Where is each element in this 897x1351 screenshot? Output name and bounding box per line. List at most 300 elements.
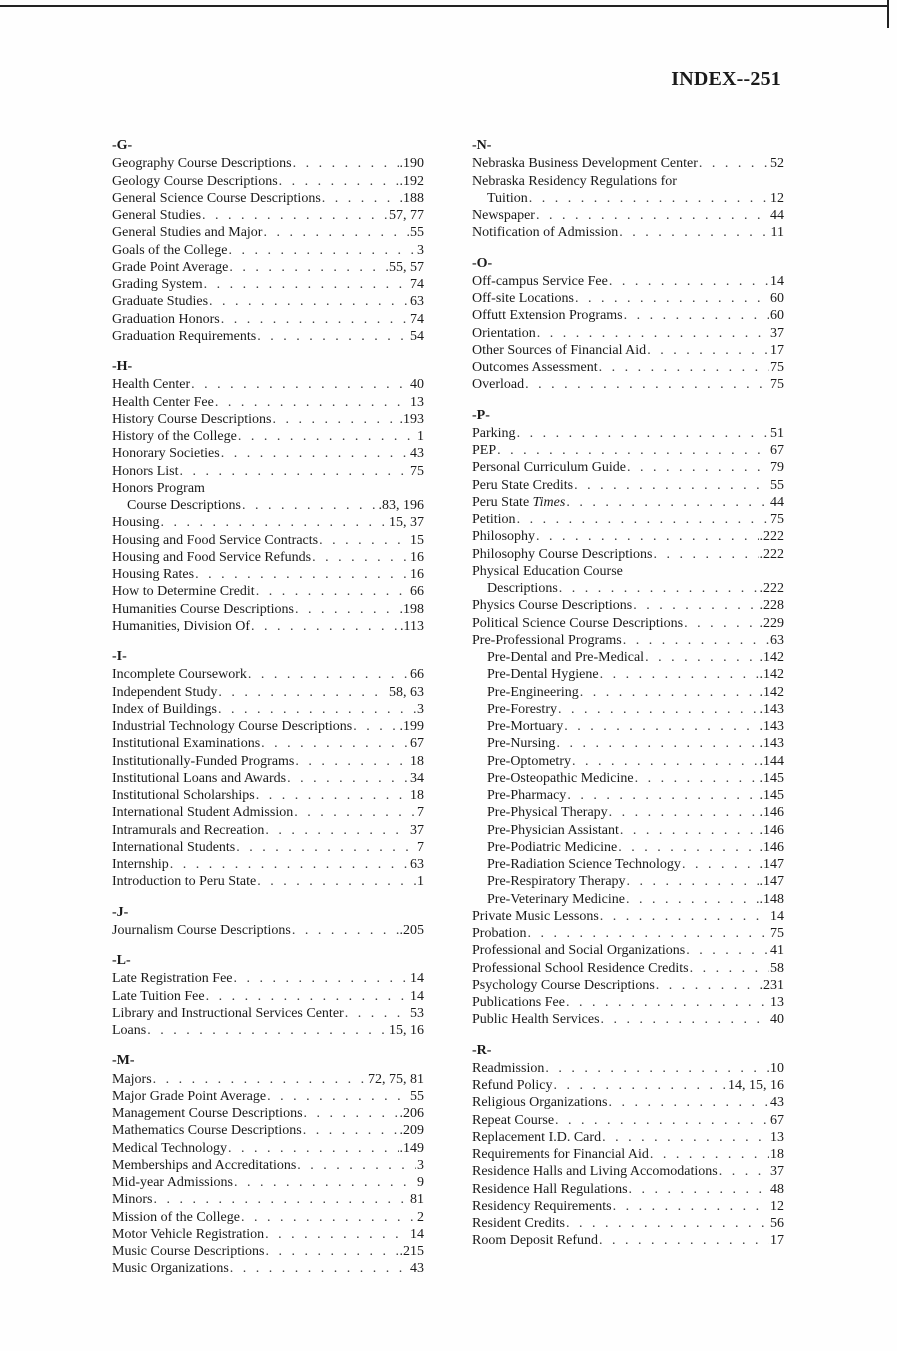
entry-term: Pre-Osteopathic Medicine: [487, 770, 634, 786]
index-entry: [472, 735, 784, 752]
entry-term: PEP: [472, 443, 497, 458]
page-reference: .206: [399, 1106, 424, 1121]
dot-leader: [647, 342, 769, 359]
page-reference: 14: [770, 908, 784, 924]
entry-term: Housing Rates: [112, 567, 195, 582]
page-reference: .199: [399, 719, 424, 734]
dot-leader: [567, 787, 758, 804]
index-entry: [112, 497, 424, 514]
index-entry: [472, 546, 784, 563]
dot-leader: [555, 1112, 769, 1129]
entry-term: Peru State Credits: [472, 477, 574, 493]
page-reference: 7: [417, 839, 424, 855]
dot-leader: [623, 632, 769, 649]
entry-term: Off-site Locations: [472, 291, 574, 306]
entry-term: Room Deposit Refund: [472, 1233, 598, 1249]
page-reference: 51: [770, 425, 784, 441]
page-reference: 37: [770, 1164, 784, 1180]
page-reference: 37: [770, 325, 784, 341]
entry-term: Honors List: [112, 463, 179, 479]
index-entry: [472, 839, 784, 856]
page-reference: .193: [399, 411, 424, 427]
dot-leader: [566, 994, 769, 1011]
page-reference: 1: [417, 874, 424, 890]
dot-leader: [608, 1094, 769, 1111]
page-reference: 41: [770, 943, 784, 959]
dot-leader: [580, 684, 759, 701]
index-entry: [112, 839, 424, 856]
index-section: [472, 1042, 784, 1250]
dot-leader: [566, 494, 769, 511]
dot-leader: [236, 839, 416, 856]
dot-leader: [719, 1163, 769, 1180]
dot-leader: [690, 960, 769, 977]
page-reference: .146: [759, 839, 784, 855]
section-heading: -L-: [112, 953, 131, 968]
page-reference: 40: [770, 1012, 784, 1028]
dot-leader: [221, 311, 409, 328]
entry-term: International Student Admission: [112, 805, 294, 821]
dot-leader: [635, 770, 759, 787]
page-reference: 55: [770, 477, 784, 493]
dot-leader: [545, 1060, 769, 1077]
entry-term: Introduction to Peru State: [112, 874, 257, 890]
dot-leader: [287, 770, 409, 787]
entry-term: Grading System: [112, 277, 203, 292]
index-column-left: [112, 137, 424, 1291]
entry-term: Management Course Descriptions: [112, 1106, 303, 1121]
index-entry: [112, 1209, 424, 1226]
dot-leader: [294, 804, 416, 821]
page-reference: .231: [759, 977, 784, 993]
index-entry: [112, 1174, 424, 1191]
page-reference: 12: [770, 1198, 784, 1214]
page-reference: 40: [410, 377, 424, 393]
page-reference: 74: [410, 277, 424, 292]
index-column-right: [472, 137, 784, 1263]
index-entry: [472, 442, 784, 459]
page-reference: 75: [770, 926, 784, 941]
entry-term: Institutional Scholarships: [112, 788, 255, 803]
page-reference: 74: [410, 311, 424, 327]
dot-leader: [345, 1005, 409, 1022]
page-reference: .142: [759, 684, 784, 700]
dot-leader: [261, 735, 409, 752]
page-reference: 43: [770, 1095, 784, 1111]
dot-leader: [627, 873, 759, 890]
entry-term: Goals of the College: [112, 242, 228, 258]
dot-leader: [627, 459, 769, 476]
entry-term: Private Music Lessons: [472, 908, 599, 924]
dot-leader: [600, 908, 769, 925]
index-entry: [112, 684, 424, 701]
page-reference: .143: [759, 701, 784, 717]
dot-leader: [242, 497, 378, 514]
entry-term: Off-campus Service Fee: [472, 273, 608, 289]
page-reference: 3: [417, 701, 424, 717]
index-entry: [112, 787, 424, 804]
dot-leader: [566, 1215, 769, 1232]
index-entry: [472, 908, 784, 925]
dot-leader: [601, 1011, 769, 1028]
page-reference: 66: [410, 584, 424, 600]
page-reference: .144: [759, 753, 784, 769]
page-reference: 17: [770, 1233, 784, 1249]
dot-leader: [699, 155, 769, 172]
entry-term: Humanities, Division Of: [112, 618, 251, 634]
dot-leader: [686, 942, 769, 959]
index-entry: [472, 615, 784, 632]
page-reference: 14: [410, 1226, 424, 1242]
page-reference: 34: [410, 770, 424, 786]
page-reference: .209: [399, 1123, 424, 1139]
index-entry: [112, 988, 424, 1005]
entry-term: Memberships and Accreditations: [112, 1157, 297, 1173]
entry-term: Philosophy: [472, 529, 536, 545]
index-entry: [472, 342, 784, 359]
index-entry: [112, 411, 424, 428]
entry-term: Honors Program: [112, 480, 205, 496]
index-entry: [112, 873, 424, 890]
dot-leader: [265, 1226, 409, 1243]
index-entry: [112, 1140, 424, 1157]
entry-term: Personal Curriculum Guide: [472, 460, 626, 476]
dot-leader: [554, 1077, 728, 1094]
entry-term: Resident Credits: [472, 1216, 565, 1231]
entry-term: History Course Descriptions: [112, 411, 272, 427]
page-reference: 1: [417, 429, 424, 444]
page-reference: 15, 16: [389, 1023, 424, 1038]
index-entry: [112, 394, 424, 411]
entry-term: Late Tuition Fee: [112, 988, 205, 1004]
dot-leader: [292, 922, 399, 939]
page-reference: 17: [770, 342, 784, 358]
dot-leader: [312, 549, 409, 566]
entry-term: Index of Buildings: [112, 701, 217, 717]
index-entry: [472, 804, 784, 821]
section-heading: -G-: [112, 138, 133, 153]
index-entry: [472, 224, 784, 241]
page-reference: .222: [759, 546, 784, 562]
page-reference: .146: [759, 822, 784, 838]
entry-term: General Studies and Major: [112, 225, 263, 241]
dot-leader: [257, 328, 409, 345]
page-reference: 11: [770, 225, 784, 241]
entry-term: Late Registration Fee: [112, 971, 233, 987]
dot-leader: [602, 1129, 769, 1146]
entry-term: Notification of Admission: [472, 225, 619, 241]
index-entry: [472, 977, 784, 994]
page-reference: .145: [759, 788, 784, 803]
index-entry: [472, 684, 784, 701]
index-entry: [112, 190, 424, 207]
index-entry: [112, 293, 424, 310]
dot-leader: [297, 1157, 416, 1174]
dot-leader: [629, 1181, 769, 1198]
entry-term: How to Determine Credit: [112, 584, 255, 600]
dot-leader: [322, 190, 399, 207]
index-entry: [112, 376, 424, 393]
dot-leader: [624, 307, 769, 324]
index-entry: [112, 601, 424, 618]
page-reference: .198: [399, 601, 424, 617]
dot-leader: [160, 514, 388, 531]
page-reference: 37: [410, 822, 424, 838]
entry-term: Geology Course Descriptions: [112, 173, 278, 189]
page-reference: 18: [410, 753, 424, 769]
entry-term: Political Science Course Descriptions: [472, 615, 684, 631]
entry-term: Pre-Dental Hygiene: [487, 667, 599, 683]
dot-leader: [599, 1232, 769, 1249]
dot-leader: [620, 822, 759, 839]
dot-leader: [218, 684, 388, 701]
dot-leader: [656, 977, 759, 994]
entry-term: Pre-Physical Therapy: [487, 805, 608, 821]
page-reference: 58: [770, 960, 784, 976]
index-entry: [472, 1011, 784, 1028]
page-reference: 15: [410, 532, 424, 548]
index-entry: [472, 1146, 784, 1163]
entry-term: Graduate Studies: [112, 294, 209, 310]
page-reference: 43: [410, 1261, 424, 1277]
dot-leader: [497, 442, 769, 459]
index-entry: [112, 328, 424, 345]
dot-leader: [609, 804, 759, 821]
dot-leader: [536, 207, 769, 224]
page-reference: .148: [759, 891, 784, 907]
entry-term: Library and Instructional Services Center: [112, 1005, 344, 1021]
entry-term: Grade Point Average: [112, 259, 229, 275]
entry-term: Geography Course Descriptions: [112, 156, 292, 172]
index-section: [112, 137, 424, 345]
page-reference: 18: [770, 1147, 784, 1162]
index-entry: [472, 718, 784, 735]
entry-term: Major Grade Point Average: [112, 1088, 267, 1104]
dot-leader: [204, 276, 409, 293]
dot-leader: [645, 649, 758, 666]
entry-term: Incomplete Coursework: [112, 667, 247, 683]
page-reference: 63: [410, 857, 424, 872]
index-entry: [112, 514, 424, 531]
entry-term: Publications Fee: [472, 995, 565, 1010]
page-reference: .229: [759, 615, 784, 631]
entry-term: Honorary Societies: [112, 446, 220, 462]
section-heading: -N-: [472, 138, 492, 153]
section-heading: -I-: [112, 649, 127, 664]
dot-leader: [170, 856, 409, 873]
dot-leader: [153, 1071, 367, 1088]
page-reference: .228: [759, 598, 784, 614]
index-entry: [472, 856, 784, 873]
dot-leader: [221, 445, 409, 462]
entry-term: Housing and Food Service Refunds: [112, 549, 312, 565]
index-entry: [472, 580, 784, 597]
entry-term: Requirements for Financial Aid: [472, 1147, 649, 1162]
index-entry: [472, 770, 784, 787]
index-entry: [472, 1232, 784, 1249]
entry-term: Repeat Course: [472, 1112, 555, 1128]
dot-leader: [619, 224, 769, 241]
page-reference: .143: [759, 736, 784, 752]
page-reference: .146: [759, 805, 784, 821]
entry-term: Humanities Course Descriptions: [112, 601, 294, 617]
page-title: INDEX--251: [671, 68, 781, 90]
index-entry: [472, 822, 784, 839]
entry-term: Internship: [112, 857, 169, 872]
index-entry: [112, 224, 424, 241]
index-entry: [112, 173, 424, 190]
dot-leader: [215, 394, 409, 411]
dot-leader: [238, 428, 416, 445]
entry-term: Other Sources of Financial Aid: [472, 342, 647, 358]
index-entry: [112, 276, 424, 293]
dot-leader: [257, 873, 416, 890]
dot-leader: [559, 580, 759, 597]
index-entry: [472, 597, 784, 614]
page-reference: 55: [410, 225, 424, 241]
dot-leader: [572, 753, 759, 770]
index-entry: [472, 359, 784, 376]
dot-leader: [251, 618, 399, 635]
entry-term: Physical Education Course: [472, 563, 623, 579]
dot-leader: [147, 1022, 388, 1039]
dot-leader: [209, 293, 409, 310]
entry-term: General Studies: [112, 208, 202, 223]
page-reference: 13: [770, 995, 784, 1010]
index-entry: [112, 1243, 424, 1260]
dot-leader: [599, 359, 769, 376]
entry-term: Medical Technology: [112, 1140, 228, 1156]
page-reference: 53: [410, 1005, 424, 1021]
index-entry: [472, 325, 784, 342]
index-entry: [112, 735, 424, 752]
index-section: [112, 648, 424, 891]
index-entry: [112, 1105, 424, 1122]
page-reference: 75: [770, 512, 784, 527]
index-entry: [472, 891, 784, 908]
index-entry: [472, 207, 784, 224]
entry-term: Peru State Times: [472, 494, 566, 510]
entry-term: Psychology Course Descriptions: [472, 977, 655, 993]
page-reference: 67: [770, 1112, 784, 1128]
page-reference: 13: [770, 1129, 784, 1145]
dot-leader: [228, 242, 416, 259]
top-border-line: [0, 5, 888, 7]
dot-leader: [263, 224, 409, 241]
index-entry: [112, 463, 424, 480]
page-reference: .222: [759, 529, 784, 545]
index-entry: [472, 477, 784, 494]
page-reference: 44: [770, 208, 784, 223]
index-entry: [112, 1022, 424, 1039]
page-reference: 81: [410, 1192, 424, 1208]
entry-term: Pre-Pharmacy: [487, 788, 567, 803]
index-entry: [472, 528, 784, 545]
index-entry: [112, 770, 424, 787]
index-entry: [112, 1260, 424, 1277]
page-reference: 2: [417, 1209, 424, 1225]
index-entry: [112, 618, 424, 635]
entry-term: Health Center: [112, 377, 191, 393]
page-reference: 60: [770, 291, 784, 306]
index-entry: [112, 532, 424, 549]
page-reference: .143: [759, 719, 784, 734]
dot-leader: [234, 1174, 416, 1191]
entry-term: Institutional Loans and Awards: [112, 770, 287, 786]
dot-leader: [272, 411, 398, 428]
dot-leader: [229, 259, 388, 276]
index-entry: [112, 583, 424, 600]
index-entry: [472, 190, 784, 207]
dot-leader: [556, 735, 758, 752]
entry-term: Pre-Optometry: [487, 753, 571, 769]
page-reference: 15, 37: [389, 515, 424, 531]
entry-term: Nebraska Business Development Center: [472, 156, 698, 172]
index-entry: [112, 753, 424, 770]
entry-term: Mid-year Admissions: [112, 1175, 233, 1190]
page-reference: 55, 57: [389, 259, 424, 275]
index-entry: [472, 925, 784, 942]
dot-leader: [304, 1105, 399, 1122]
entry-term: Music Course Descriptions: [112, 1244, 265, 1259]
page-reference: .142: [759, 650, 784, 665]
index-entry: [112, 804, 424, 821]
entry-term: Residence Halls and Living Accomodations: [472, 1164, 718, 1180]
index-entry: [472, 1112, 784, 1129]
page-reference: .149: [399, 1140, 424, 1156]
index-entry: [472, 787, 784, 804]
dot-leader: [295, 753, 409, 770]
index-entry: [112, 1071, 424, 1088]
page-reference: 18: [410, 788, 424, 803]
entry-term: Institutional Examinations: [112, 736, 261, 752]
dot-leader: [613, 1198, 769, 1215]
dot-leader: [564, 718, 758, 735]
page-reference: 55: [410, 1088, 424, 1104]
page-reference: .113: [400, 618, 424, 634]
index-entry: [472, 173, 784, 190]
page-reference: 43: [410, 446, 424, 462]
entry-term: Tuition: [487, 190, 528, 206]
dot-leader: [267, 1088, 409, 1105]
entry-term: Parking: [472, 425, 516, 441]
index-section: [472, 137, 784, 242]
page-reference: .192: [399, 173, 424, 189]
entry-term: Probation: [472, 926, 527, 941]
page-reference: 54: [410, 328, 424, 344]
page-reference: 52: [770, 156, 784, 172]
dot-leader: [153, 1191, 409, 1208]
entry-term: Housing: [112, 515, 160, 531]
page-reference: 75: [770, 360, 784, 375]
index-entry: [472, 649, 784, 666]
index-entry: [112, 480, 424, 497]
index-entry: [472, 873, 784, 890]
entry-term: Minors: [112, 1192, 153, 1208]
page-reference: 10: [770, 1060, 784, 1076]
index-entry: [112, 207, 424, 224]
entry-term: Outcomes Assessment: [472, 360, 598, 375]
page-reference: 16: [410, 567, 424, 582]
entry-term: Pre-Forestry: [487, 701, 557, 717]
page-reference: 67: [770, 443, 784, 458]
dot-leader: [529, 190, 769, 207]
section-heading: -J-: [112, 904, 129, 920]
index-section: [112, 904, 424, 940]
entry-term: Replacement I.D. Card: [472, 1129, 602, 1145]
index-entry: [112, 922, 424, 939]
entry-term: Professional and Social Organizations: [472, 943, 686, 959]
